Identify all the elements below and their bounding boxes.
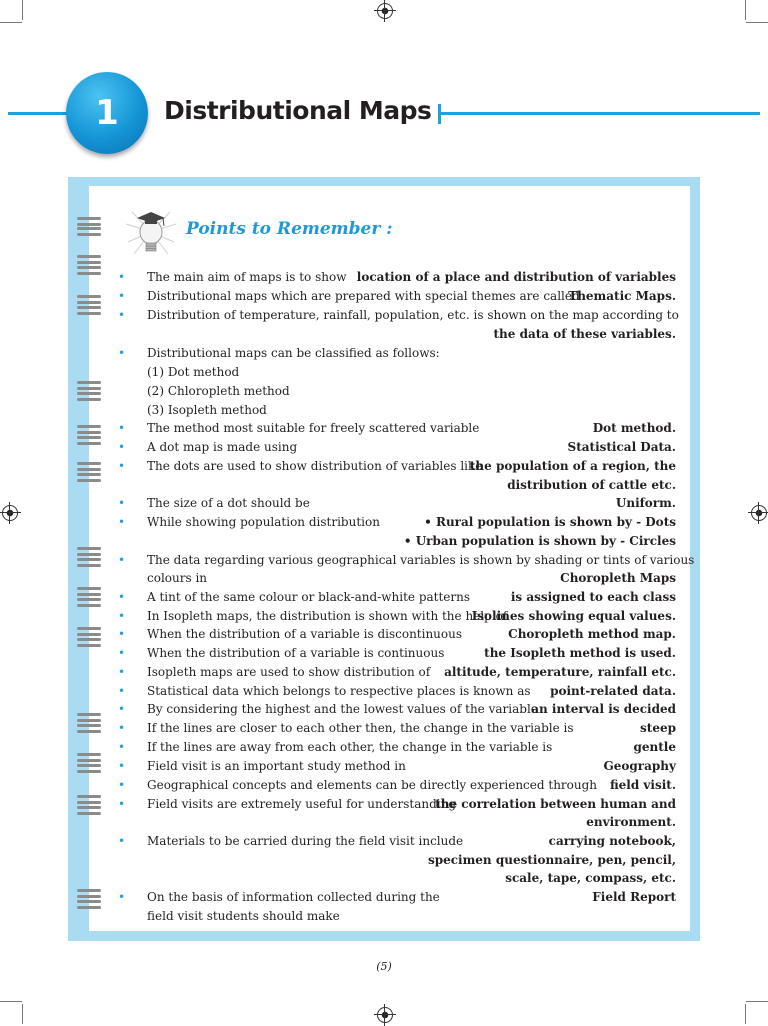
point-text: By considering the highest and the lowest values of the variable — [147, 702, 538, 716]
point-answer: Geography — [603, 759, 676, 773]
point-text: Geographical concepts and elements can be directly experienced through — [147, 778, 598, 792]
point-text: The dots are used to show distribution of variables like — [147, 459, 483, 473]
bullet-icon: • — [118, 421, 126, 435]
point-answer: the data of these variables. — [493, 327, 676, 341]
point-text: Materials to be carried during the field visit include — [147, 834, 464, 848]
list-item — [118, 457, 676, 476]
bullet-icon: • — [118, 778, 126, 792]
binding-ring-icon — [77, 806, 102, 816]
list-item — [118, 476, 676, 495]
binding-ring-icon — [77, 627, 102, 637]
header-rule-right — [440, 112, 760, 115]
list-item — [118, 325, 676, 344]
list-item — [118, 551, 695, 570]
binding-ring-icon — [77, 255, 102, 265]
point-text: The data regarding various geographical variables is shown by shading or tints of various — [147, 553, 695, 567]
list-item — [118, 588, 676, 607]
list-item — [118, 569, 676, 588]
crop-mark — [0, 22, 22, 23]
binding-ring-icon — [77, 436, 102, 446]
list-item — [118, 795, 676, 814]
crop-mark — [22, 0, 23, 20]
list-item — [118, 851, 676, 870]
bullet-icon: • — [118, 496, 126, 510]
chapter-number-badge: 1 — [66, 72, 148, 154]
crop-mark — [746, 22, 768, 23]
list-item — [118, 869, 676, 888]
point-answer: the population of a region, the — [469, 459, 676, 473]
bullet-icon: • — [118, 684, 126, 698]
binding-ring-icon — [77, 795, 102, 805]
list-item — [118, 644, 676, 663]
binding-ring-icon — [77, 392, 102, 402]
list-item — [118, 719, 676, 738]
point-text: (2) Chloropleth method — [147, 384, 290, 398]
list-item — [118, 813, 676, 832]
list-item — [118, 344, 676, 363]
list-item — [118, 382, 676, 401]
point-answer: location of a place and distribution of variables — [356, 270, 676, 284]
point-answer: altitude, temperature, rainfall etc. — [444, 665, 676, 679]
list-item — [118, 832, 676, 851]
bullet-icon: • — [118, 627, 126, 641]
point-answer: the Isopleth method is used. — [484, 646, 676, 660]
point-text: Field visits are extremely useful for understanding — [147, 797, 457, 811]
point-answer: Statistical Data. — [567, 440, 676, 454]
binding-ring-icon — [77, 764, 102, 774]
point-text: When the distribution of a variable is continuous — [147, 646, 445, 660]
binding-ring-icon — [77, 547, 102, 557]
bullet-icon: • — [118, 459, 126, 473]
binding-ring-icon — [77, 381, 102, 391]
point-answer: • Urban population is shown by - Circles — [403, 534, 676, 548]
point-text: In Isopleth maps, the distribution is shown with the help of — [147, 609, 508, 623]
point-answer: is assigned to each class — [510, 590, 676, 604]
list-item — [118, 663, 676, 682]
binding-ring-icon — [77, 217, 102, 227]
bullet-icon: • — [118, 740, 126, 754]
point-text: On the basis of information collected during the — [147, 890, 440, 904]
bullet-icon: • — [118, 834, 126, 848]
point-text: colours in — [147, 571, 208, 585]
list-item — [118, 438, 676, 457]
binding-ring-icon — [77, 724, 102, 734]
bullet-icon: • — [118, 646, 126, 660]
point-text: Distribution of temperature, rainfall, population, etc. is shown on the map according to — [147, 308, 679, 322]
point-text: A dot map is made using — [147, 440, 298, 454]
point-text: Isopleth maps are used to show distribution of — [147, 665, 431, 679]
point-text: The size of a dot should be — [147, 496, 310, 510]
bullet-icon: • — [118, 797, 126, 811]
bullet-icon: • — [118, 890, 126, 904]
point-answer: Choropleth method map. — [508, 627, 676, 641]
binding-ring-icon — [77, 900, 102, 910]
point-answer: Thematic Maps. — [568, 289, 676, 303]
point-answer: steep — [640, 721, 676, 735]
crop-mark — [745, 0, 746, 20]
binding-ring-icon — [77, 227, 102, 237]
point-answer: specimen questionnaire, pen, pencil, — [427, 853, 676, 867]
list-item — [118, 419, 676, 438]
list-item — [118, 268, 676, 287]
list-item — [118, 738, 676, 757]
point-text: The method most suitable for freely scattered variable — [147, 421, 480, 435]
point-text: (1) Dot method — [147, 365, 240, 379]
list-item — [118, 625, 676, 644]
bullet-icon: • — [118, 609, 126, 623]
binding-ring-icon — [77, 598, 102, 608]
list-item — [118, 907, 676, 926]
point-answer: environment. — [586, 815, 676, 829]
registration-mark-icon — [751, 505, 767, 521]
point-text: When the distribution of a variable is discontinuous — [147, 627, 463, 641]
header-rule-left — [8, 112, 68, 115]
binding-ring-icon — [77, 587, 102, 597]
point-text: Distributional maps can be classified as follows: — [147, 346, 440, 360]
point-text: The main aim of maps is to show — [147, 270, 347, 284]
point-text: Statistical data which belongs to respective places is known as — [147, 684, 531, 698]
crop-mark — [745, 1004, 746, 1024]
list-item — [118, 532, 676, 551]
header-rule-end — [438, 104, 441, 124]
binding-ring-icon — [77, 473, 102, 483]
binding-ring-icon — [77, 295, 102, 305]
point-text: If the lines are away from each other, the change in the variable is — [147, 740, 553, 754]
crop-mark — [22, 1004, 23, 1024]
point-answer: Isolines showing equal values. — [471, 609, 676, 623]
list-item — [118, 776, 676, 795]
list-item — [118, 607, 676, 626]
bullet-icon: • — [118, 590, 126, 604]
list-item — [118, 513, 676, 532]
registration-mark-icon — [377, 3, 393, 19]
point-answer: carrying notebook, — [548, 834, 676, 848]
crop-mark — [0, 1001, 22, 1002]
binding-ring-icon — [77, 889, 102, 899]
bullet-icon: • — [118, 702, 126, 716]
point-text: field visit students should make — [147, 909, 340, 923]
point-answer: gentle — [633, 740, 676, 754]
list-item — [118, 757, 676, 776]
bullet-icon: • — [118, 289, 126, 303]
section-heading: Points to Remember : — [186, 219, 393, 239]
bullet-icon: • — [118, 721, 126, 735]
point-text: Field visit is an important study method in — [147, 759, 406, 773]
bullet-icon: • — [118, 440, 126, 454]
page-number: (5) — [376, 960, 392, 973]
registration-mark-icon — [2, 505, 18, 521]
point-answer: Uniform. — [615, 496, 676, 510]
list-item — [118, 401, 676, 420]
list-item — [118, 700, 676, 719]
point-answer: point-related data. — [550, 684, 676, 698]
bullet-icon: • — [118, 515, 126, 529]
point-text: If the lines are closer to each other then, the change in the variable is — [147, 721, 574, 735]
bullet-icon: • — [118, 270, 126, 284]
chapter-title: Distributional Maps — [164, 96, 432, 125]
point-text: (3) Isopleth method — [147, 403, 267, 417]
point-answer: Choropleth Maps — [560, 571, 676, 585]
list-item — [118, 306, 679, 325]
point-answer: Dot method. — [592, 421, 676, 435]
list-item — [118, 888, 676, 907]
bullet-icon: • — [118, 759, 126, 773]
binding-ring-icon — [77, 306, 102, 316]
lightbulb-graduation-cap-icon — [124, 204, 178, 260]
point-text: While showing population distribution — [147, 515, 380, 529]
point-text: Distributional maps which are prepared with special themes are called — [147, 289, 580, 303]
bullet-icon: • — [118, 553, 126, 567]
point-answer: • Rural population is shown by - Dots — [424, 515, 676, 529]
bullet-icon: • — [118, 308, 126, 322]
point-answer: field visit. — [609, 778, 676, 792]
point-answer: scale, tape, compass, etc. — [505, 871, 676, 885]
list-item — [118, 287, 676, 306]
registration-mark-icon — [377, 1007, 393, 1023]
bullet-icon: • — [118, 665, 126, 679]
bullet-icon: • — [118, 346, 126, 360]
point-text: A tint of the same colour or black-and-white patterns — [147, 590, 471, 604]
point-answer: the correlation between human and — [435, 797, 676, 811]
point-answer: an interval is decided — [531, 702, 676, 716]
binding-ring-icon — [77, 713, 102, 723]
binding-ring-icon — [77, 425, 102, 435]
binding-ring-icon — [77, 462, 102, 472]
point-answer: distribution of cattle etc. — [507, 478, 676, 492]
point-answer: Field Report — [592, 890, 676, 904]
binding-ring-icon — [77, 638, 102, 648]
crop-mark — [746, 1001, 768, 1002]
binding-ring-icon — [77, 753, 102, 763]
list-item — [118, 494, 676, 513]
binding-ring-icon — [77, 558, 102, 568]
binding-ring-icon — [77, 266, 102, 276]
list-item — [118, 682, 676, 701]
list-item — [118, 363, 676, 382]
